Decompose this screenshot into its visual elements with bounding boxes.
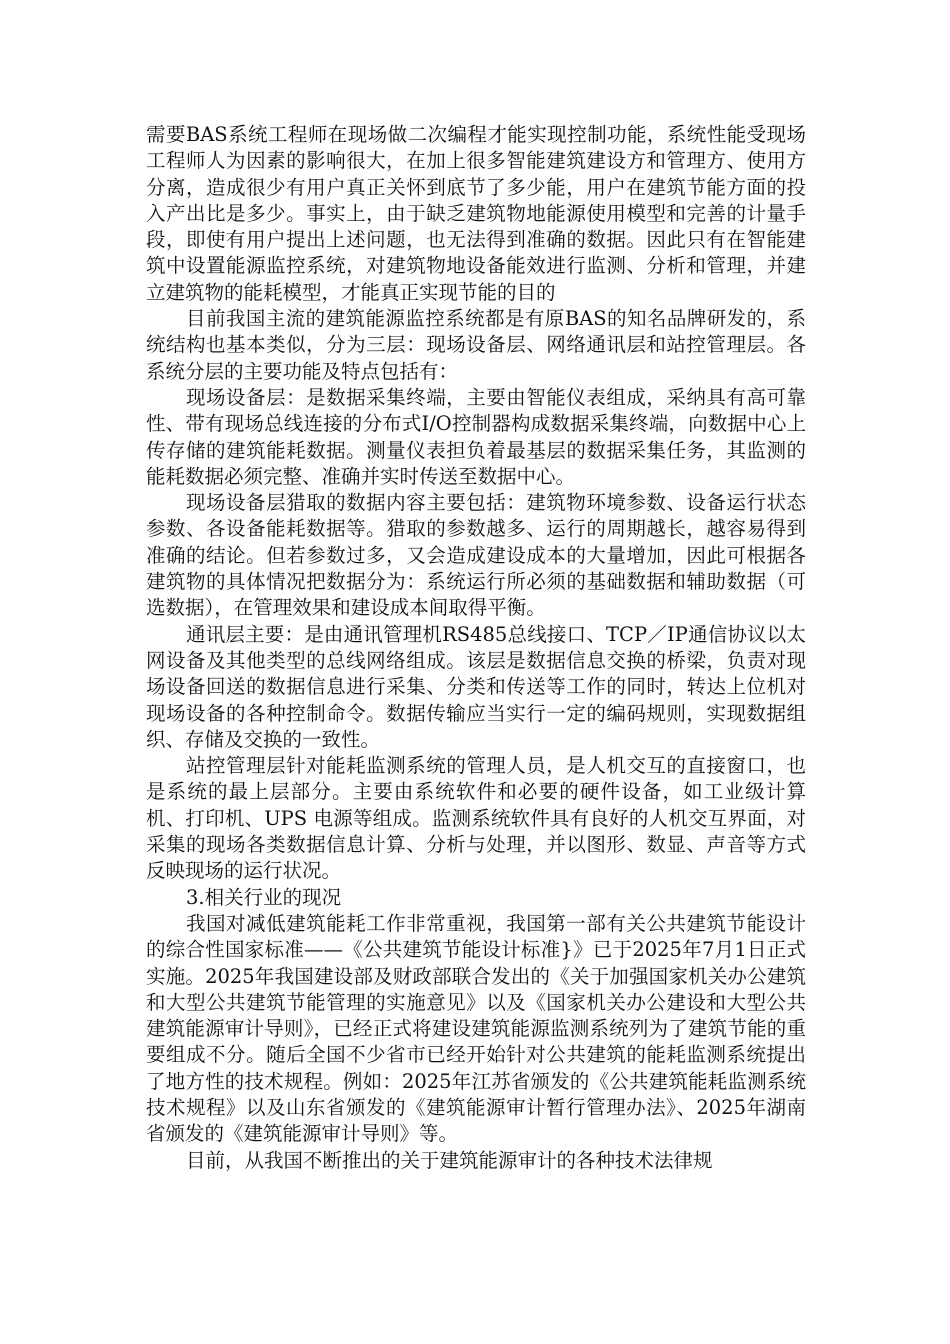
paragraph-2: 目前我国主流的建筑能源监控系统都是有原BAS的知名品牌研发的，系统结构也基本类似，分为三层：现场设备层、网络通讯层和站控管理层。各系统分层的主要功能及特点包括有：	[146, 307, 806, 383]
paragraph-6: 站控管理层针对能耗监测系统的管理人员，是人机交互的直接窗口，也是系统的最上层部分。主要由系统软件和必要的硬件设备，如工业级计算机、打印机、UPS 电源等组成。监测系统软件具有良好的人机交互界面，对采集的现场各类数据信息计算、分析与处理，并以图形、数显、声音等方式反映现场的运行状况。	[146, 754, 806, 883]
document-body	[146, 122, 806, 1174]
section-heading: 3.相关行业的现况	[186, 885, 342, 909]
paragraph-4: 现场设备层猎取的数据内容主要包括：建筑物环境参数、设备运行状态参数、各设备能耗数据等。猎取的参数越多、运行的周期越长，越容易得到准确的结论。但若参数过多，又会造成建设成本的大量增加，因此可根据各建筑物的具体情况把数据分为：系统运行所必须的基础数据和辅助数据（可选数据），在管理效果和建设成本间取得平衡。	[146, 491, 806, 620]
paragraph-5: 通讯层主要：是由通讯管理机RS485总线接口、TCP／IP通信协议以太网设备及其他类型的总线网络组成。该层是数据信息交换的桥梁，负责对现场设备回送的数据信息进行采集、分类和传送等工作的同时，转达上位机对现场设备的各种控制命令。数据传输应当实行一定的编码规则，实现数据组织、存储及交换的一致性。	[146, 622, 806, 751]
paragraph-3: 现场设备层：是数据采集终端，主要由智能仪表组成，采纳具有高可靠性、带有现场总线连接的分布式I/O控制器构成数据采集终端，向数据中心上传存储的建筑能耗数据。测量仪表担负着最基层的数据采集任务，其监测的能耗数据必须完整、准确并实时传送至数据中心。	[146, 385, 806, 488]
paragraph-7: 我国对减低建筑能耗工作非常重视，我国第一部有关公共建筑节能设计的综合性国家标准——《公共建筑节能设计标准}》已于2025年7月1日正式实施。2025年我国建设部及财政部联合发出的《关于加强国家机关办公建筑和大型公共建筑节能管理的实施意见》以及《国家机关办公建设和大型公共建筑能源审计导则》，已经正式将建设建筑能源监测系统列为了建筑节能的重要组成不分。随后全国不少省市已经开始针对公共建筑的能耗监测系统提出了地方性的技术规程。例如：2025年江苏省颁发的《公共建筑能耗监测系统技术规程》以及山东省颁发的《建筑能源审计暂行管理办法》、2025年湖南省颁发的《建筑能源审计导则》等。	[146, 911, 806, 1146]
paragraph-1: 需要BAS系统工程师在现场做二次编程才能实现控制功能，系统性能受现场工程师人为因素的影响很大，在加上很多智能建筑建设方和管理方、使用方分离，造成很少有用户真正关怀到底节了多少能，用户在建筑节能方面的投入产出比是多少。事实上，由于缺乏建筑物地能源使用模型和完善的计量手段，即使有用户提出上述问题，也无法得到准确的数据。因此只有在智能建筑中设置能源监控系统，对建筑物地设备能效进行监测、分析和管理，并建立建筑物的能耗模型，才能真正实现节能的目的	[146, 123, 806, 304]
paragraph-8: 目前，从我国不断推出的关于建筑能源审计的各种技术法律规	[186, 1148, 713, 1172]
